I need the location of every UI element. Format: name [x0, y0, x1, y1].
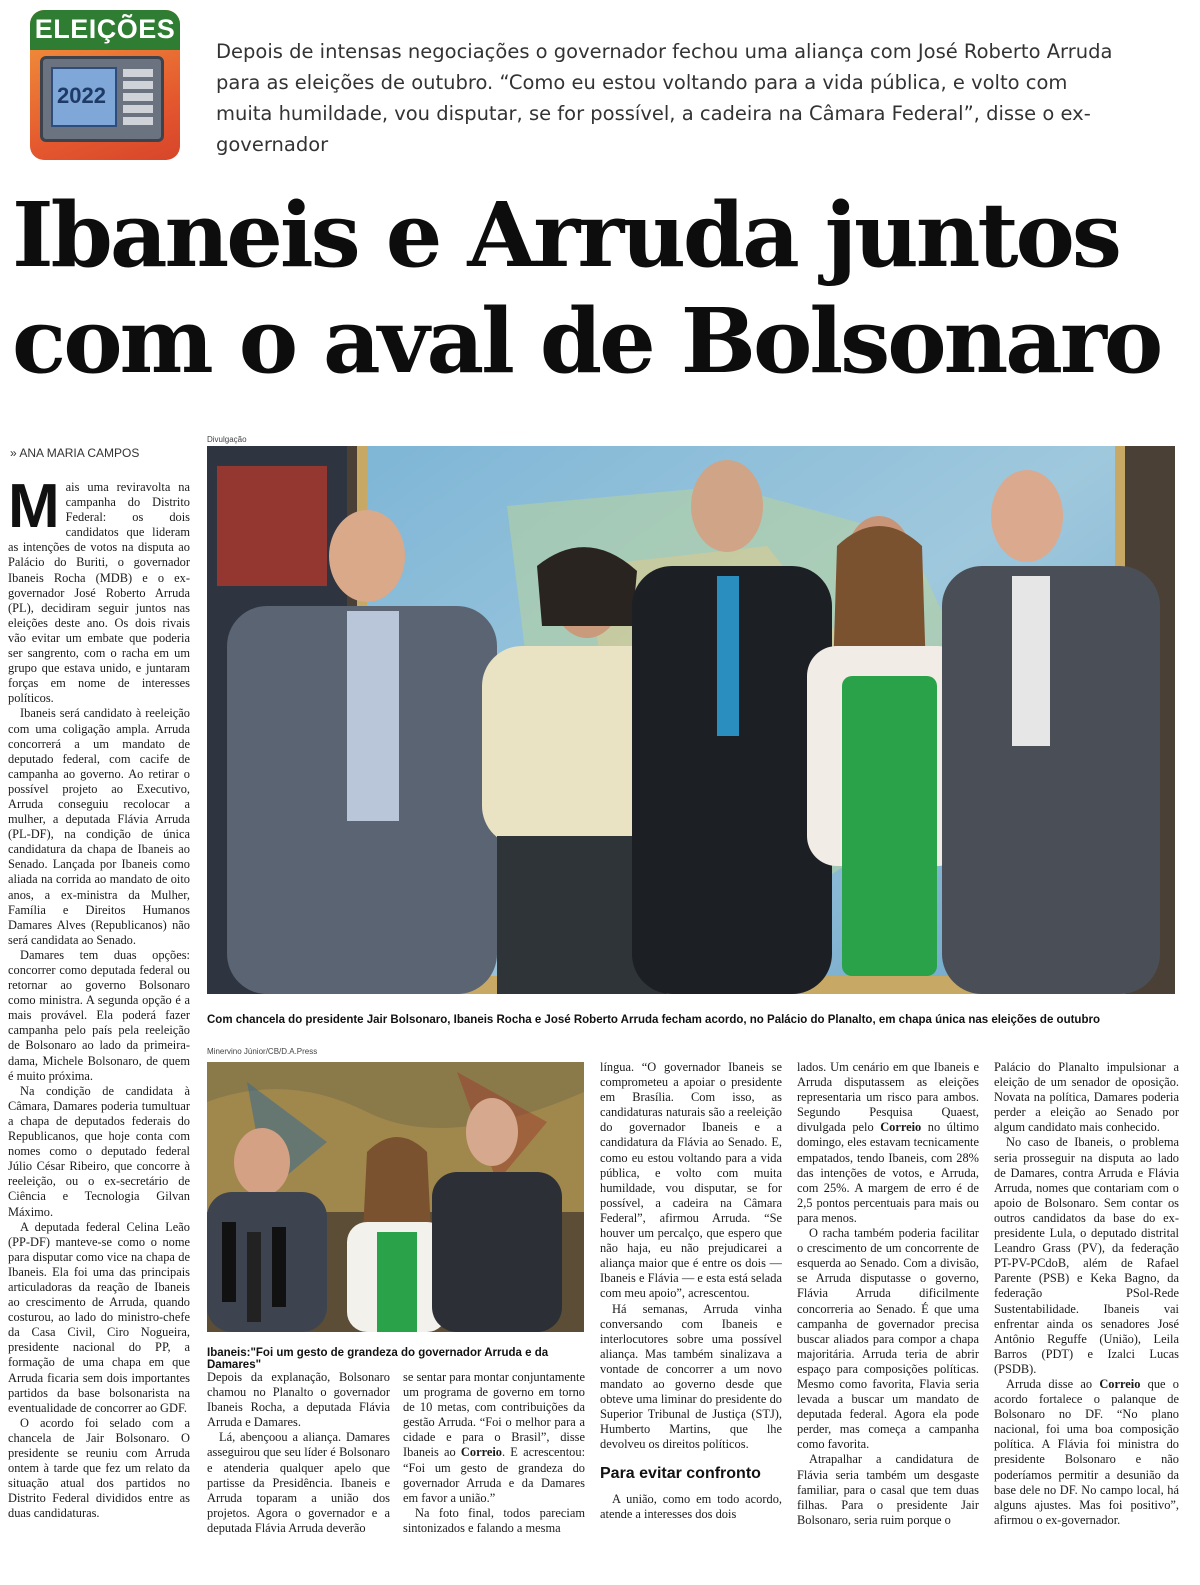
- small-photo-illustration: [207, 1062, 584, 1332]
- paragraph: Damares tem duas opções: concorrer como deputada federal ou retornar ao governo Bolsonaro como ministra. A segunda opção é a mais provável. Ela poderá fazer campanha pelo país pela reeleição de Bolsonaro ao lado da primeira-dama, Michele Bolsonaro, de quem é muito próxima.: [8, 947, 190, 1083]
- kicker-text: Depois de intensas negociações o governador fechou uma aliança com José Roberto Arruda para as eleições de outubro. “Como eu estou voltando para a vida pública, e volto com muita humildade, vou disputar, se for possível, a cadeira na Câmara Federal”, disse o ex-governador: [216, 40, 1113, 156]
- main-photo-credit: Divulgação: [207, 435, 247, 444]
- paragraph: [8, 480, 190, 706]
- paragraph-text: ais uma reviravolta na campanha do Distrito Federal: os dois candidatos que lideram as intenções de votos na disputa ao Palácio do Buriti, o governador Ibaneis Rocha (MDB) e o ex-governador José Roberto Arruda (PL), decidiram seguir juntos nas eleições deste ano. Os dois rivais vão evitar um embate que poderia ser sangrento, com o racha em um grupo que estava unido, e juntaram forças em nome de interesses políticos.: [8, 480, 190, 706]
- small-photo-caption: Ibaneis:"Foi um gesto de grandeza do governador Arruda e da Damares": [207, 1347, 549, 1371]
- article-column-2: [207, 1370, 390, 1585]
- newspaper-name: Correio: [1099, 1376, 1141, 1391]
- badge-year: 2022: [57, 83, 106, 108]
- paragraph: língua. “O governador Ibaneis se comprometeu a apoiar o presidente em Brasília. Com isso, as candidaturas naturais são a reeleição do governador Ibaneis e a candidatura da Flávia ao Senado. E, como eu estou voltando para a vida pública, e volto com muita humildade, vou disputar, se for possível, a cadeira na Câmara Federal”, afirmou Arruda. “Se houver um percalço, que espero que não haja, eu não prejudicarei a aliança maior que é entre os dois — Ibaneis e Flávia — e esta está selada com meu apoio”, acrescentou.: [600, 1060, 782, 1301]
- main-photo-illustration: [207, 446, 1175, 994]
- paragraph: [403, 1370, 585, 1506]
- article-column-6: [994, 1060, 1179, 1585]
- newspaper-name: Correio: [460, 1445, 502, 1460]
- article-column-5: [797, 1060, 979, 1585]
- newspaper-name: Correio: [880, 1120, 922, 1135]
- eleicoes-2022-badge: [30, 10, 180, 160]
- paragraph: O acordo foi selado com a chancela de Jair Bolsonaro. O presidente se reuniu com Arruda ontem à tarde que fez um relato da situação atual dos partidos no Distrito Federal divididos entre as duas candidaturas.: [8, 1415, 190, 1521]
- paragraph-text: no último domingo, eles estavam tecnicamente empatados, tendo Ibaneis, com 28% das intenções de votos, e Arruda, com 25%. A margem de erro é de 2,5 pontos percentuais para mais ou para menos.: [797, 1120, 979, 1225]
- paragraph: Ibaneis será candidato à reeleição com uma coligação ampla. Arruda concorrerá a um mandato de deputado federal, com cacife de campanha ao governo. Ao retirar o possível projeto ao Executivo, Arruda conseguiu recolocar a mulher, a deputada Flávia Arruda (PL-DF), na condição de única candidatura da chapa de Ibaneis ao Senado. Lançada por Ibaneis como aliada na corrida ao mandato de oito anos, a ex-ministra da Mulher, Família e Direitos Humanos Damares Alves (Republicanos) não será candidata ao Senado.: [8, 706, 190, 947]
- paragraph-text: Arruda disse ao: [1006, 1376, 1100, 1391]
- paragraph: A deputada federal Celina Leão (PP-DF) manteve-se como o nome para disputar como vice na chapa de Ibaneis. Ela foi uma das principais articuladoras da reação de Ibaneis ao crescimento de Arruda, quando costurou, ao lado do ministro-chefe da Casa Civil, Ciro Nogueira, presidente nacional do PP, a formação de uma chapa em que Arruda ficaria sem dois importantes partidos da base bolsonarista na eventualidade de concorrer ao GDF.: [8, 1219, 190, 1415]
- paragraph-text: que o acordo fortalece o palanque de Bolsonaro no DF. “No plano nacional, foi uma boa composição política. A Flávia foi ministra do presidente Bolsonaro e não poderíamos permitir a desunião da base dele no DF. No campo local, há alguns ajustes. Mas foi positivo”, afirmou o ex-governador.: [994, 1376, 1179, 1527]
- main-photo-caption: Com chancela do presidente Jair Bolsonaro, Ibaneis Rocha e José Roberto Arruda fecham acordo, no Palácio do Planalto, em chapa única nas eleições de outubro: [207, 1014, 1100, 1026]
- headline: [12, 182, 1192, 394]
- paragraph: [797, 1060, 979, 1226]
- byline: » ANA MARIA CAMPOS: [10, 446, 140, 460]
- drop-cap: M: [8, 480, 60, 541]
- article-column-4: [600, 1060, 782, 1585]
- paragraph: O racha também poderia facilitar o crescimento de um concorrente de esquerda ao Senado. Com a divisão, se Arruda disputasse o governo, Flávia Arruda dificilmente concorreria ao Senado. É que uma campanha de governador precisa buscar aliados para compor a chapa majoritária. Arruda teria de abrir espaço para composições políticas. Mesmo como favorita, Flavia seria levada a buscar um mandato de deputada federal. Agora ela pode perder, mas começa a campanha como favorita.: [797, 1226, 979, 1452]
- paragraph: Há semanas, Arruda vinha conversando com Ibaneis e interlocutores sobre uma possível aliança. Mas também sinalizava a vontade de concorrer a um novo mandato ao governo desde que obteve uma liminar do presidente do Superior Tribunal de Justiça (STJ), Humberto Martins, que lhe devolveu os direitos políticos.: [600, 1301, 782, 1452]
- paragraph: [994, 1377, 1179, 1528]
- paragraph: Atrapalhar a candidatura de Flávia seria também um desgaste familiar, para o casal que tem duas filhas. Para o presidente Jair Bolsonaro, seria ruim porque o: [797, 1452, 979, 1527]
- paragraph: Na condição de candidata à Câmara, Damares poderia tumultuar a chapa de deputados federais do Republicanos, que hoje conta com nomes como o deputado federal Júlio César Ribeiro, que concorre à reeleição, ou o ex-secretário de Ciência e Tecnologia Gilvan Máximo.: [8, 1083, 190, 1219]
- paragraph: No caso de Ibaneis, o problema seria prosseguir na disputa ao lado de Damares, contra Arruda e Flávia Arruda, nomes que contariam com o apoio de Bolsonaro. Sem contar os outros candidatos da base do ex-presidente Lula, o deputado distrital Leandro Grass (PV), da federação PT-PV-PCdoB, além de Rafael Parente (PSB) e Keka Bagno, da federação PSol-Rede Sustentabilidade. Ibaneis vai enfrentar ainda os senadores José Antônio Reguffe (União), Leila Barros (PDT) e Izalci Lucas (PSDB).: [994, 1135, 1179, 1376]
- section-subhead: Para evitar confronto: [600, 1465, 761, 1483]
- ballot-keypad-icon: [123, 69, 153, 125]
- badge-label: ELEIÇÕES: [34, 14, 176, 44]
- paragraph-text: . E acrescentou: “Foi um gesto de grandeza do governador Arruda e da Damares em favor a união.”: [403, 1445, 585, 1505]
- paragraph-text: lados. Um cenário em que Ibaneis e Arruda disputassem as eleições representaria um risco para ambos. Segundo Pesquisa Quaest, divulgada pelo: [797, 1060, 979, 1135]
- paragraph-text: se sentar para montar conjuntamente um programa de governo em torno de 10 metas, com contribuições da gestão Arruda. “Foi o melhor para a cidade e para o Brasil”, disse Ibaneis ao: [403, 1370, 585, 1460]
- ballot-screen: [51, 67, 117, 127]
- headline-line-1: Ibaneis e Arruda juntos: [12, 182, 1119, 287]
- ballot-box-icon: [40, 56, 164, 142]
- headline-line-2: com o aval de Bolsonaro: [12, 288, 1161, 393]
- article-column-3: [403, 1370, 585, 1585]
- paragraph: Na foto final, todos pareciam sintonizados e falando a mesma: [403, 1505, 585, 1535]
- paragraph: Palácio do Planalto impulsionar a eleição de um senador de oposição. Novata na política, Damares poderia perder a eleição ao Senado por algum candidato mais conhecido.: [994, 1060, 1179, 1135]
- small-photo-credit: Minervino Júnior/CB/D.A.Press: [207, 1047, 318, 1056]
- main-photo: [207, 446, 1175, 994]
- paragraph: Lá, abençoou a aliança. Damares asseguirou que seu líder é Bolsonaro e atenderia qualquer apelo que partisse da Presidência. Ibaneis e Arruda toparam a união dos projetos. Agora o governador e a deputada Flávia Arruda deverão: [207, 1430, 390, 1535]
- paragraph: Depois da explanação, Bolsonaro chamou no Planalto o governador Ibaneis Rocha, a deputada Flávia Arruda e Damares.: [207, 1370, 390, 1430]
- small-photo: [207, 1062, 584, 1332]
- paragraph: A união, como em todo acordo, atende a interesses dos dois: [600, 1491, 782, 1521]
- article-column-1: [8, 480, 190, 1585]
